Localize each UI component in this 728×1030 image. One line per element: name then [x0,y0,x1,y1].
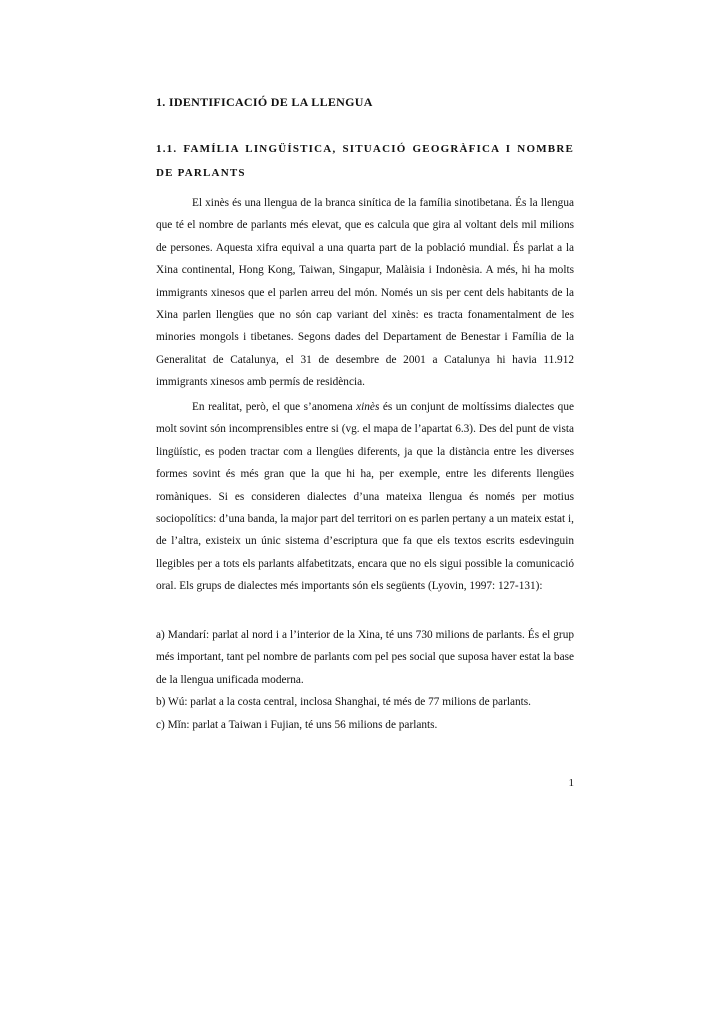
paragraph-2-text-before: En realitat, però, el que s’anomena [192,401,357,413]
page-number: 1 [568,777,574,789]
paragraph-1 [156,192,574,394]
paragraph-2-italic-term: xinès [356,401,380,413]
subsection-heading: 1.1. FAMÍLIA LINGÜÍSTICA, SITUACIÓ GEOGRÀFICA I NOMBRE DE PARLANTS [156,143,574,179]
dialect-list [156,624,574,736]
list-item: b) Wú: parlat a la costa central, inclosa Shanghai, té més de 77 milions de parlants. [156,696,531,709]
section-heading: 1. IDENTIFICACIÓ DE LA LLENGUA [156,95,373,109]
paragraph-1-text: El xinès és una llengua de la branca sinítica de la família sinotibetana. És la llengua que té el nombre de parlants més elevat, que es calcula que gira al voltant dels mil milions de persones. Aquesta xifra equival a una quarta part de la població mundial. És parlat a la Xina continental, Hong Kong, Taiwan, Singapur, Malàisia i Indonèsia. A més, hi ha molts immigrants xinesos que el parlen arreu del món. Només un sis per cent dels habitants de la Xina parlen llengües que no són cap variant del xinès: es tracta fonamentalment de les minories mongols i tibetanes. Segons dades del Departament de Benestar i Família de la Generalitat de Catalunya, el 31 de desembre de 2001 a Catalunya hi havia 11.912 immigrants xinesos amb permís de residència. [156,197,574,389]
paragraph-2-text-after: és un conjunt de moltíssims dialectes que molt sovint són incomprensibles entre si (vg. el mapa de l’apartat 6.3). Des del punt de vista lingüístic, es poden tractar com a llengües diferents, ja que la distància entre les diverses formes sovint és més gran que la que hi ha, per exemple, entre les diferents llengües romàniques. Si es consideren dialectes d’una mateixa llengua és només per motius sociopolítics: d’una banda, la major part del territori on es parlen pertany a un mateix estat i, de l’altra, existeix un únic sistema d’escriptura que fa que els textos escrits esdevinguin llegibles per a tots els parlants alfabetitzats, encara que no els sigui possible la comunicació oral. Els grups de dialectes més importants són els següents (Lyovin, 1997: 127-131): [156,401,574,593]
paragraph-2 [156,396,574,598]
list-item: a) Mandarí: parlat al nord i a l’interior de la Xina, té uns 730 milions de parlants. És el grup més important, tant pel nombre de parlants com pel pes social que suposa haver estat la base de la llengua unificada moderna. [156,629,574,686]
list-item: c) Mǐn: parlat a Taiwan i Fujian, té uns 56 milions de parlants. [156,718,438,731]
